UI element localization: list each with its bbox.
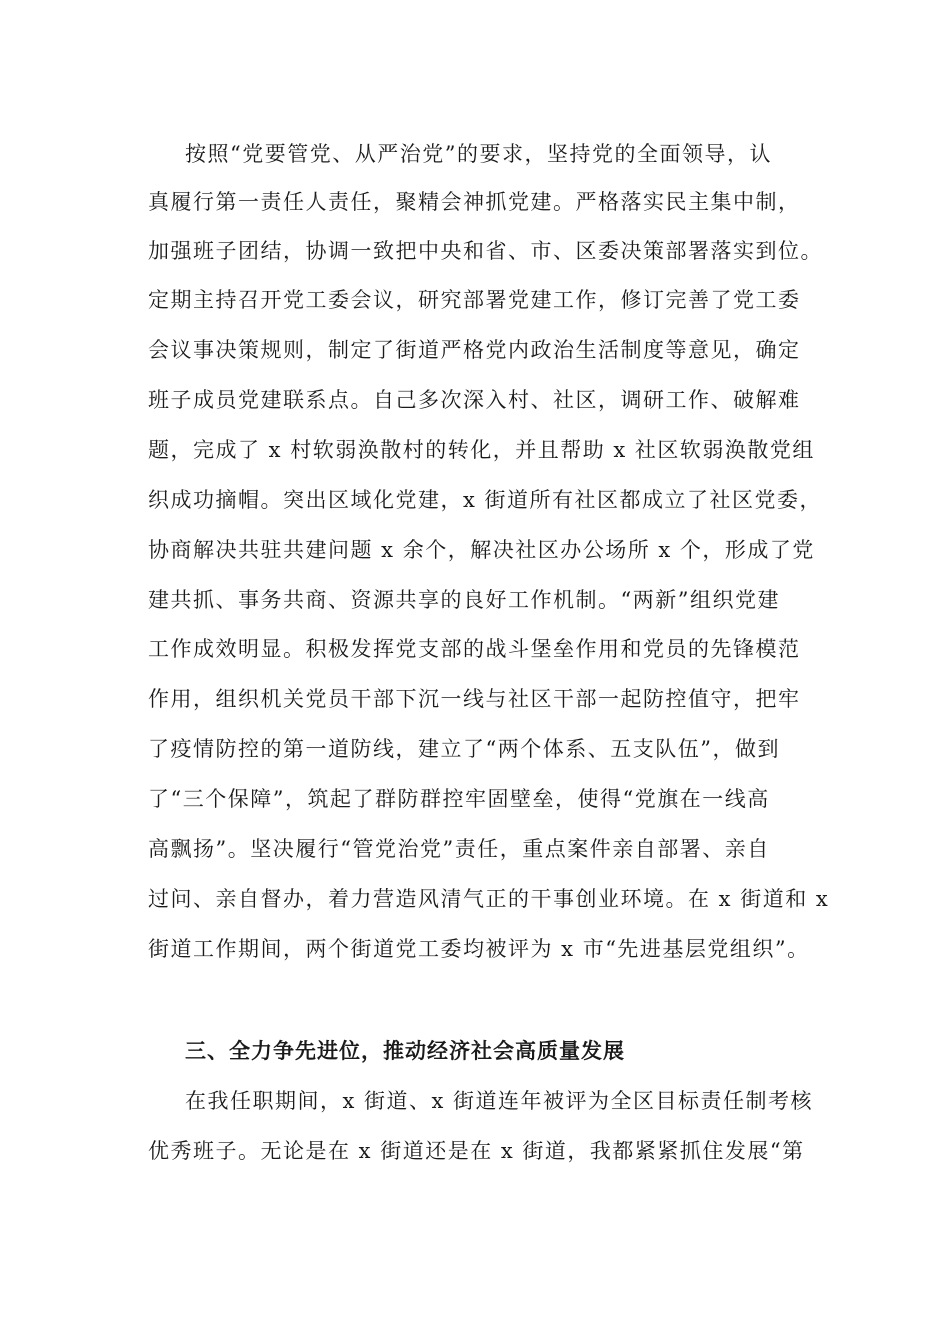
paragraph-line: 定期主持召开党工委会议，研究部署党建工作，修订完善了党工委 (148, 288, 801, 312)
paragraph-line: 会议事决策规则，制定了街道严格党内政治生活制度等意见，确定 (148, 338, 801, 362)
paragraph-line: 题，完成了 x 村软弱涣散村的转化，并且帮助 x 社区软弱涣散党组 (148, 438, 815, 462)
paragraph-line: 建共抓、事务共商、资源共享的良好工作机制。“两新”组织党建 (148, 588, 780, 612)
paragraph-line: 街道工作期间，两个街道党工委均被评为 x 市“先进基层党组织”。 (148, 937, 810, 961)
paragraph-line: 优秀班子。无论是在 x 街道还是在 x 街道，我都紧紧抓住发展“第 (148, 1139, 805, 1163)
paragraph-line: 了疫情防控的第一道防线，建立了“两个体系、五支队伍”，做到 (148, 737, 780, 761)
paragraph-line: 过问、亲自督办，着力营造风清气正的干事创业环境。在 x 街道和 x (148, 887, 830, 911)
paragraph-line: 织成功摘帽。突出区域化党建，x 街道所有社区都成立了社区党委， (148, 488, 823, 512)
paragraph-line: 了“三个保障”，筑起了群防群控牢固壁垒，使得“党旗在一线高 (148, 787, 770, 811)
paragraph-line: 按照“党要管党、从严治党”的要求，坚持党的全面领导，认 (185, 142, 772, 166)
paragraph-line: 工作成效明显。积极发挥党支部的战斗堡垒作用和党员的先锋模范 (148, 637, 801, 661)
paragraph-line: 班子成员党建联系点。自己多次深入村、社区，调研工作、破解难 (148, 388, 801, 412)
paragraph-line: 真履行第一责任人责任，聚精会神抓党建。严格落实民主集中制， (148, 190, 801, 214)
paragraph-line: 协商解决共驻共建问题 x 余个，解决社区办公场所 x 个，形成了党 (148, 538, 815, 562)
paragraph-line: 加强班子团结，协调一致把中央和省、市、区委决策部署落实到位。 (148, 239, 823, 263)
paragraph-line: 作用，组织机关党员干部下沉一线与社区干部一起防控值守，把牢 (148, 687, 801, 711)
paragraph-line: 高飘扬”。坚决履行“管党治党”责任，重点案件亲自部署、亲自 (148, 837, 770, 861)
paragraph-line: 在我任职期间，x 街道、x 街道连年被评为全区目标责任制考核 (185, 1089, 814, 1113)
section-heading: 三、全力争先进位，推动经济社会高质量发展 (185, 1039, 625, 1063)
